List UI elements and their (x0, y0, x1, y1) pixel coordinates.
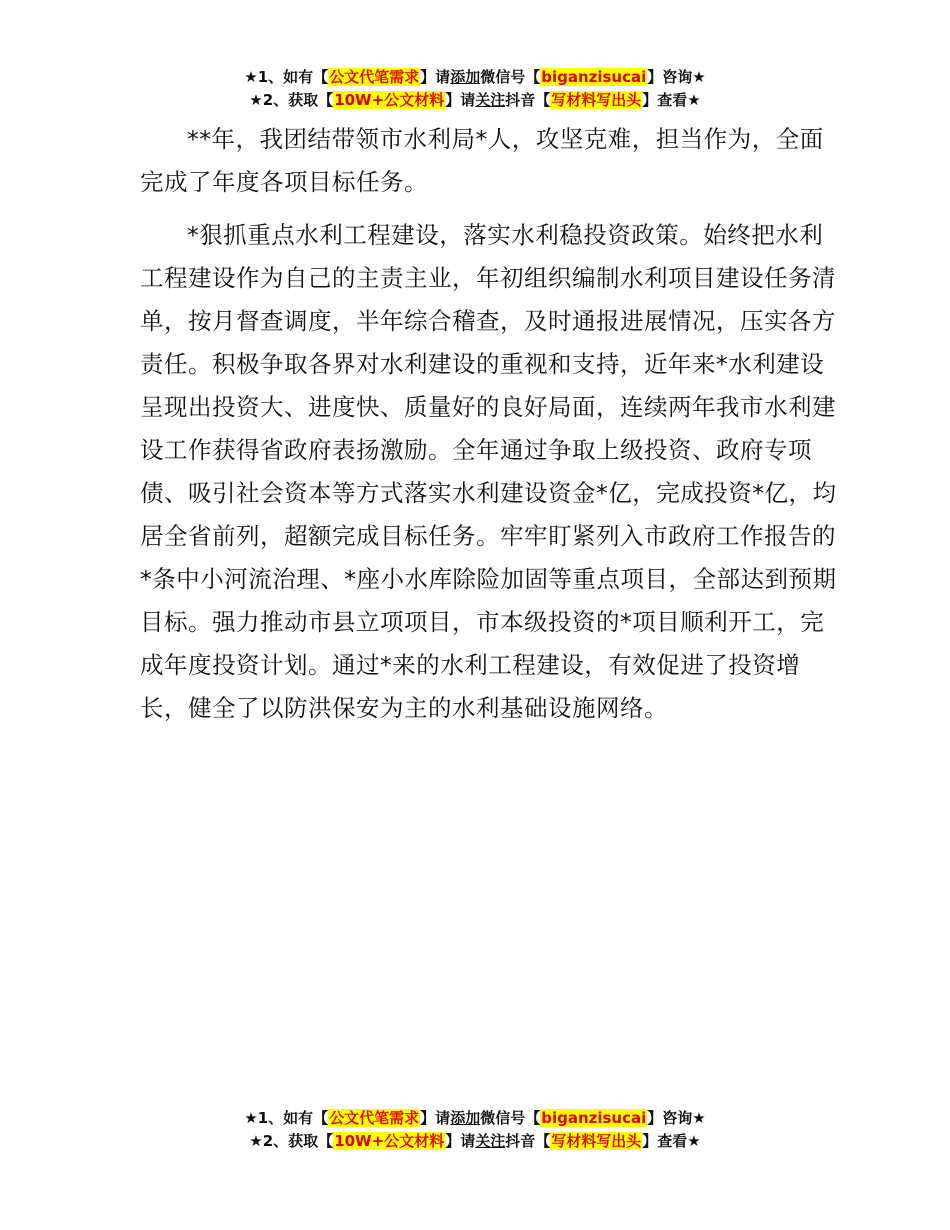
banner-text: 抖音【 (505, 91, 551, 109)
banner-line-1 (0, 66, 950, 89)
highlight-wechat-id: biganzisucai (541, 68, 647, 86)
banner-text: 】查看★ (642, 1132, 701, 1150)
banner-text: ★2、获取【 (249, 91, 334, 109)
banner-line-2 (0, 1130, 950, 1153)
highlight-douyin-account: 写材料写出头 (551, 1132, 642, 1150)
banner-emphasis-add: 添加 (450, 68, 481, 86)
highlight-ghostwriting: 公文代笔需求 (329, 68, 420, 86)
banner-text: 微信号【 (480, 68, 541, 86)
document-body (140, 118, 840, 740)
banner-text: ★1、如有【 (244, 1109, 329, 1127)
banner-text: 】请 (445, 91, 476, 109)
banner-text: 】请 (420, 68, 451, 86)
banner-line-1 (0, 1107, 950, 1130)
banner-text: 】查看★ (642, 91, 701, 109)
highlight-wechat-id: biganzisucai (541, 1109, 647, 1127)
paragraph-water-projects: *狠抓重点水利工程建设，落实水利稳投资政策。始终把水利工程建设作为自己的主责主业，年初组织编制水利项目建设任务清单，按月督查调度，半年综合稽查，及时通报进展情况，压实各方责任。积极争取各界对水利建设的重视和支持，近年来*水利建设呈现出投资大、进度快、质量好的良好局面，连续两年我市水利建设工作获得省政府表扬激励。全年通过争取上级投资、政府专项债、吸引社会资本等方式落实水利建设资金*亿，完成投资*亿，均居全省前列，超额完成目标任务。牢牢盯紧列入市政府工作报告的*条中小河流治理、*座小水库除险加固等重点项目，全部达到预期目标。强力推动市县立项项目，市本级投资的*项目顺利开工，完成年度投资计划。通过*来的水利工程建设，有效促进了投资增长，健全了以防洪保安为主的水利基础设施网络。 (140, 221, 837, 722)
banner-text: 】咨询★ (647, 1109, 706, 1127)
footer-banner (0, 1107, 950, 1153)
banner-text: 】请 (420, 1109, 451, 1127)
banner-text: 】咨询★ (647, 68, 706, 86)
highlight-materials: 10W+公文材料 (334, 1132, 445, 1150)
banner-text: 抖音【 (505, 1132, 551, 1150)
banner-text: 微信号【 (480, 1109, 541, 1127)
header-banner (0, 66, 950, 112)
highlight-ghostwriting: 公文代笔需求 (329, 1109, 420, 1127)
banner-line-2 (0, 89, 950, 112)
paragraph-intro: **年，我团结带领市水利局*人，攻坚克难，担当作为，全面完成了年度各项目标任务。 (140, 125, 824, 196)
highlight-materials: 10W+公文材料 (334, 91, 445, 109)
highlight-douyin-account: 写材料写出头 (551, 91, 642, 109)
banner-emphasis-follow: 关注 (475, 1132, 506, 1150)
banner-text: ★2、获取【 (249, 1132, 334, 1150)
banner-text: 】请 (445, 1132, 476, 1150)
banner-emphasis-follow: 关注 (475, 91, 506, 109)
banner-emphasis-add: 添加 (450, 1109, 481, 1127)
banner-text: ★1、如有【 (244, 68, 329, 86)
